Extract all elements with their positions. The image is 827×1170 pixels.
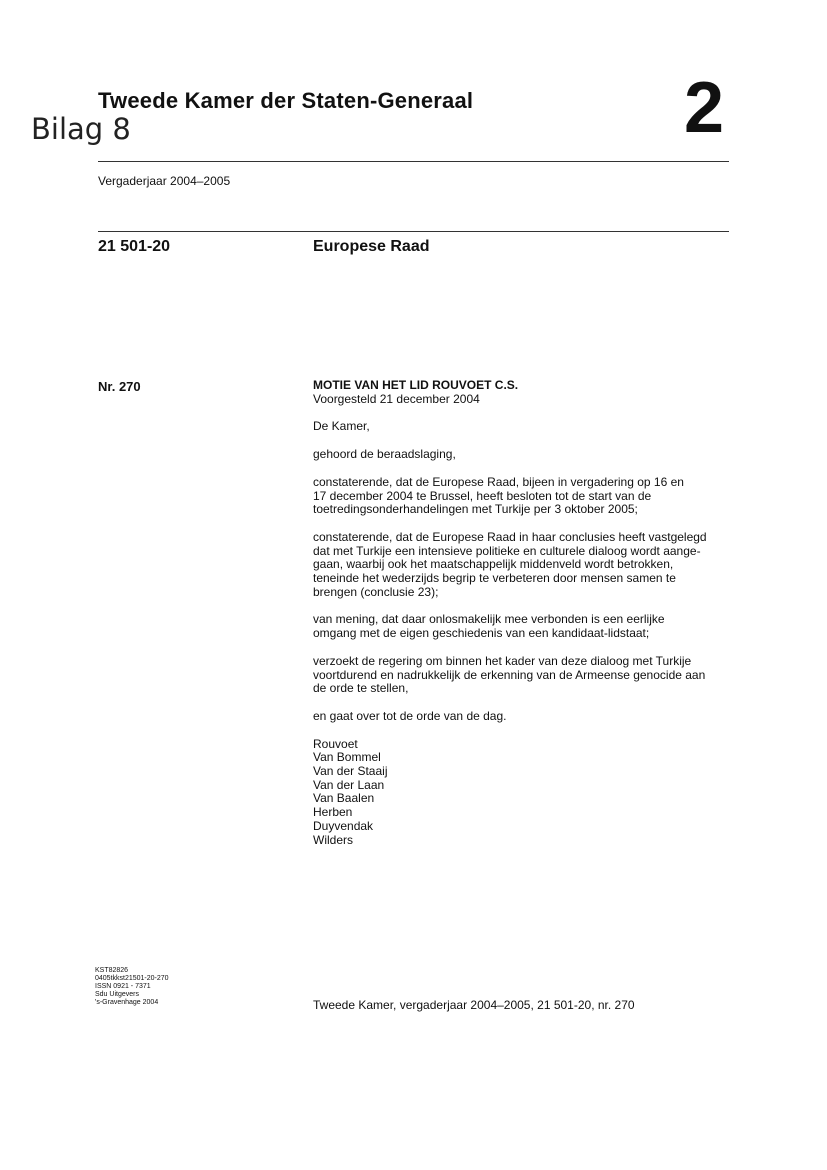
signer: Van der Laan (313, 777, 385, 792)
signer-list (313, 738, 733, 848)
footer-citation: Tweede Kamer, vergaderjaar 2004–2005, 21 501-20, nr. 270 (313, 998, 635, 1012)
colophon-line: ISSN 0921 - 7371 (95, 983, 151, 990)
signer: Duyvendak (313, 818, 374, 833)
document-number: Nr. 270 (98, 379, 141, 394)
paragraph: gehoord de beraadslaging, (313, 447, 456, 462)
colophon-line: 0405tkkst21501-20-270 (95, 975, 169, 982)
paragraph: verzoekt de regering om binnen het kader van deze dialoog met Turkije voortdurend en nadrukkelijk de erkenning van de Armeense genocide aan de orde te stellen, (313, 653, 706, 696)
colophon-line: KST82826 (95, 967, 129, 974)
colophon-line: Sdu Uitgevers (95, 991, 139, 998)
proposed-date: Voorgesteld 21 december 2004 (313, 391, 480, 406)
signer: Van Bommel (313, 750, 381, 765)
signer: Van Baalen (313, 791, 375, 806)
paragraph: De Kamer, (313, 419, 370, 434)
colophon (95, 967, 215, 1007)
signer: Herben (313, 805, 353, 820)
header-rule (98, 161, 729, 162)
signer: Van der Staaij (313, 764, 388, 779)
colophon-line: 's-Gravenhage 2004 (95, 999, 159, 1006)
paragraph: constaterende, dat de Europese Raad, bijeen in vergadering op 16 en 17 december 2004 te Brussel, heeft besloten tot de start van de toetredingsonderhandelingen met Turkije per 3 oktober 2005; (313, 474, 684, 517)
session-year: Vergaderjaar 2004–2005 (98, 174, 231, 188)
motion-title: MOTIE VAN HET LID ROUVOET C.S. (313, 378, 519, 392)
chamber-number: 2 (684, 68, 725, 148)
institution-title: Tweede Kamer der Staten-Generaal (98, 88, 474, 113)
dossier-number: 21 501-20 (98, 238, 171, 255)
motion-body (313, 379, 733, 847)
paragraph: en gaat over tot de orde van de dag. (313, 708, 507, 723)
signer: Rouvoet (313, 736, 358, 751)
paragraph: constaterende, dat de Europese Raad in haar conclusies heeft vastgelegd dat met Turkije een intensieve politieke en culturele dialoog wordt aange- gaan, waarbij ook het maatschappelijk middenveld wordt betrokken, teneinde het wederzijds begrip te verbeteren door mensen samen te brengen (conclusie 23); (313, 529, 707, 599)
annex-label: Bilag 8 (31, 112, 131, 146)
dossier-rule (98, 231, 729, 232)
signer: Wilders (313, 832, 354, 847)
dossier-title: Europese Raad (313, 238, 430, 255)
paragraph: van mening, dat daar onlosmakelijk mee verbonden is een eerlijke omgang met de eigen geschiedenis van een kandidaat-lidstaat; (313, 612, 665, 641)
